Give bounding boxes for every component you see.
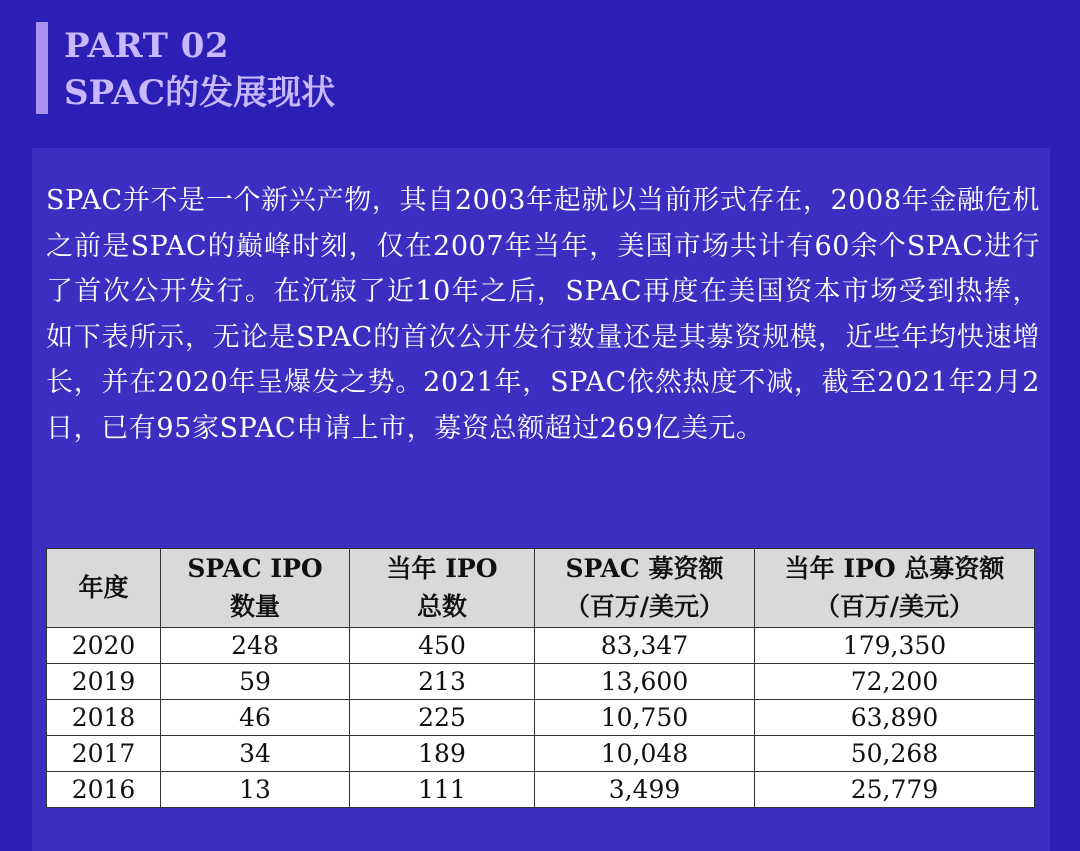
cell-total-ipo-proceeds: 63,890 bbox=[755, 700, 1035, 736]
cell-total-ipo-proceeds: 72,200 bbox=[755, 664, 1035, 700]
cell-year: 2018 bbox=[47, 700, 161, 736]
title-accent-bar bbox=[36, 22, 48, 114]
cell-spac-ipo-count: 13 bbox=[161, 772, 350, 808]
cell-total-ipo-proceeds: 25,779 bbox=[755, 772, 1035, 808]
col-header-spac-ipo-count: SPAC IPO 数量 bbox=[161, 549, 350, 628]
cell-total-ipo-count: 189 bbox=[350, 736, 535, 772]
col-header-total-ipo-count: 当年 IPO 总数 bbox=[350, 549, 535, 628]
table-row bbox=[47, 628, 1035, 664]
cell-total-ipo-count: 213 bbox=[350, 664, 535, 700]
cell-total-ipo-proceeds: 179,350 bbox=[755, 628, 1035, 664]
cell-spac-ipo-count: 34 bbox=[161, 736, 350, 772]
cell-spac-ipo-count: 46 bbox=[161, 700, 350, 736]
cell-spac-ipo-count: 248 bbox=[161, 628, 350, 664]
cell-total-ipo-proceeds: 50,268 bbox=[755, 736, 1035, 772]
col-header-total-ipo-proceeds: 当年 IPO 总募资额 （百万/美元） bbox=[755, 549, 1035, 628]
cell-spac-proceeds: 10,750 bbox=[535, 700, 755, 736]
table-row bbox=[47, 772, 1035, 808]
section-title: SPAC的发展现状 bbox=[64, 73, 336, 113]
cell-spac-proceeds: 10,048 bbox=[535, 736, 755, 772]
cell-total-ipo-count: 111 bbox=[350, 772, 535, 808]
cell-year: 2020 bbox=[47, 628, 161, 664]
col-header-year: 年度 bbox=[47, 549, 161, 628]
body-paragraph: SPAC并不是一个新兴产物，其自2003年起就以当前形式存在，2008年金融危机之前是SPAC的巅峰时刻，仅在2007年当年，美国市场共计有60余个SPAC进行了首次公开发行。在沉寂了近10年之后，SPAC再度在美国资本市场受到热捧，如下表所示，无论是SPAC的首次公开发行数量还是其募资规模，近些年均快速增长，并在2020年呈爆发之势。2021年，SPAC依然热度不减，截至2021年2月2日，已有95家SPAC申请上市，募资总额超过269亿美元。 bbox=[46, 185, 1040, 444]
cell-total-ipo-count: 225 bbox=[350, 700, 535, 736]
cell-year: 2016 bbox=[47, 772, 161, 808]
table-row bbox=[47, 736, 1035, 772]
cell-total-ipo-count: 450 bbox=[350, 628, 535, 664]
table-row bbox=[47, 664, 1035, 700]
cell-spac-proceeds: 83,347 bbox=[535, 628, 755, 664]
col-header-spac-proceeds: SPAC 募资额 （百万/美元） bbox=[535, 549, 755, 628]
table-header-row bbox=[47, 549, 1035, 628]
cell-year: 2019 bbox=[47, 664, 161, 700]
part-label: PART 02 bbox=[64, 26, 230, 66]
cell-spac-proceeds: 13,600 bbox=[535, 664, 755, 700]
cell-spac-proceeds: 3,499 bbox=[535, 772, 755, 808]
cell-spac-ipo-count: 59 bbox=[161, 664, 350, 700]
table-row bbox=[47, 700, 1035, 736]
spac-ipo-table bbox=[46, 548, 1035, 808]
cell-year: 2017 bbox=[47, 736, 161, 772]
